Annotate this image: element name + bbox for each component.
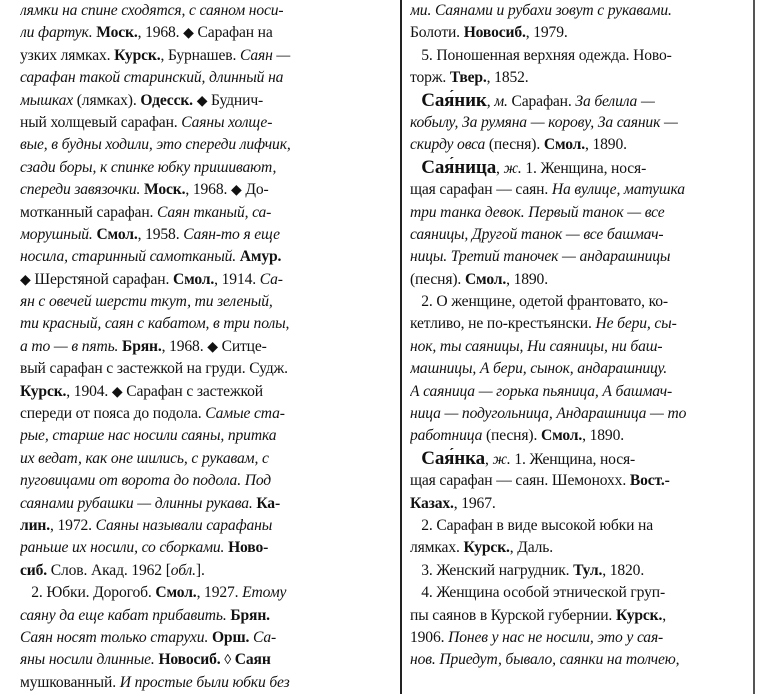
- text-segment: , 1979.: [525, 24, 568, 42]
- text-segment: Са-: [252, 628, 277, 646]
- text-line: [410, 448, 740, 470]
- text-segment: Саян: [234, 651, 271, 669]
- text-line: [20, 336, 396, 358]
- text-line: [410, 291, 740, 313]
- text-line: [20, 0, 396, 22]
- text-line: [410, 403, 740, 425]
- text-segment: , 1967.: [453, 494, 496, 512]
- text-segment: саяницы, Другой танок — все башмач-: [410, 225, 664, 243]
- text-segment: пуговицами от ворота до подола. Под: [20, 472, 271, 490]
- text-segment: Са-: [259, 270, 283, 288]
- text-line: [410, 336, 740, 358]
- text-segment: 2. О женщине, одетой франтовато, ко-: [410, 293, 668, 311]
- text-segment: лямках.: [410, 539, 464, 557]
- diamond-icon: ◊: [224, 653, 232, 669]
- text-segment: вый сарафан с застежкой на груди. Судж.: [20, 360, 288, 378]
- text-segment: 1906.: [410, 628, 449, 646]
- text-segment: обл.: [170, 561, 196, 579]
- text-segment: 2. Сарафан в виде высокой юбки на: [410, 516, 653, 534]
- text-segment: 2. Юбки. Дорогоб.: [20, 584, 156, 602]
- text-segment: Курск.: [114, 46, 161, 64]
- text-line: [20, 403, 396, 425]
- text-segment: сзади боры, к спинке юбку пришивают,: [20, 158, 277, 176]
- diamond-icon: ◆: [230, 183, 242, 199]
- text-line: [410, 224, 740, 246]
- text-line: [20, 45, 396, 67]
- text-segment: Сарафан.: [507, 92, 576, 110]
- text-segment: Моск.: [144, 181, 186, 199]
- text-segment: скирду овса: [410, 136, 486, 154]
- text-segment: Слов. Акад. 1962 [: [47, 561, 171, 579]
- text-line: [20, 358, 396, 380]
- headword: Сая́ница: [421, 156, 497, 178]
- text-segment: [410, 160, 421, 177]
- text-line: [410, 470, 740, 492]
- text-segment: вые, в будны ходили, это спереди лифчик,: [20, 136, 291, 154]
- text-segment: ница — подугольница, Андарашница — то: [410, 405, 687, 423]
- text-segment: , 1904.: [66, 382, 112, 400]
- text-line: [410, 157, 740, 179]
- text-line: [410, 313, 740, 335]
- text-segment: (песня).: [410, 270, 465, 288]
- text-segment: Твер.: [449, 69, 487, 87]
- text-segment: саянами рубашки — длинны рукава.: [20, 494, 257, 512]
- text-segment: , 1968.: [161, 337, 208, 355]
- text-segment: (песня).: [482, 427, 541, 445]
- text-line: [410, 537, 740, 559]
- text-segment: , 1958.: [137, 225, 184, 243]
- text-line: [410, 134, 740, 156]
- text-segment: Смол.: [464, 270, 507, 288]
- text-segment: Саян —: [239, 46, 291, 64]
- text-segment: , 1972.: [50, 516, 96, 534]
- text-segment: И простые были юбки без: [119, 673, 290, 691]
- text-segment: Орш.: [211, 628, 250, 646]
- left-column: [20, 0, 396, 694]
- text-segment: Новосиб.: [158, 651, 221, 669]
- text-segment: Одесск.: [140, 91, 193, 109]
- text-segment: Саян носят только старухи.: [20, 628, 212, 646]
- text-line: [410, 0, 740, 22]
- text-line: [20, 425, 396, 447]
- text-segment: носила, старинный самотканый.: [20, 248, 240, 266]
- text-segment: ,: [486, 92, 495, 110]
- headword: Сая́нка: [421, 447, 485, 469]
- text-segment: , Даль.: [509, 539, 554, 557]
- text-segment: ян с овечей шерсти ткут, ти зеленый,: [20, 293, 273, 311]
- text-segment: Саян тканый, са-: [157, 203, 272, 221]
- text-segment: нок, ты саяницы, Ни саяницы, ни баш-: [410, 337, 663, 355]
- text-segment: На вулице, матушка: [551, 181, 685, 199]
- text-segment: Смол.: [543, 136, 585, 154]
- text-line: [20, 291, 396, 313]
- text-segment: До-: [241, 181, 269, 199]
- diamond-icon: ◆: [207, 339, 218, 355]
- text-line: [410, 649, 740, 671]
- text-line: [20, 470, 396, 492]
- text-segment: , 1968.: [185, 181, 231, 199]
- text-segment: морушный.: [20, 225, 97, 243]
- text-segment: Сарафан с застежкой: [122, 382, 263, 400]
- text-segment: нов. Приедут, бывало, саянки на толчею,: [410, 651, 680, 669]
- text-line: [20, 582, 396, 604]
- text-segment: Ново-: [228, 539, 269, 557]
- text-line: [20, 246, 396, 268]
- text-line: [20, 224, 396, 246]
- text-segment: ж.: [503, 159, 522, 177]
- text-segment: Етому: [242, 584, 287, 602]
- text-segment: Шерстяной сарафан.: [30, 270, 173, 288]
- headword: Сая́ник: [421, 89, 487, 111]
- text-segment: сарафан такой старинский, длинный на: [20, 69, 284, 87]
- column-divider: [400, 0, 402, 694]
- text-line: [20, 493, 396, 515]
- text-segment: ницы. Третий таночек — андарашницы: [410, 248, 671, 266]
- text-segment: Амур.: [239, 248, 282, 266]
- text-segment: Понев у нас не носили, это у сая-: [448, 628, 664, 646]
- text-segment: Не бери, сы-: [595, 315, 677, 333]
- text-segment: ный холщевый сарафан.: [20, 113, 182, 131]
- text-line: [410, 560, 740, 582]
- text-line: [20, 202, 396, 224]
- diamond-icon: ◆: [183, 26, 194, 42]
- text-line: [20, 134, 396, 156]
- text-segment: ,: [662, 606, 666, 624]
- text-line: [410, 425, 740, 447]
- text-segment: ,: [496, 159, 504, 177]
- text-segment: мотканный сарафан.: [20, 203, 158, 221]
- text-line: [410, 358, 740, 380]
- text-segment: , 1914.: [214, 270, 260, 288]
- text-line: [20, 313, 396, 335]
- text-segment: Ситце-: [217, 337, 267, 355]
- text-segment: рые, старше нас носили саяны, притка: [20, 427, 277, 445]
- text-line: [20, 627, 396, 649]
- text-line: [410, 381, 740, 403]
- text-line: [410, 627, 740, 649]
- text-line: [410, 515, 740, 537]
- text-line: [410, 67, 740, 89]
- text-segment: , 1890.: [506, 270, 548, 288]
- text-segment: кобылу, За румяна — корову, За саяник —: [410, 113, 678, 131]
- diamond-icon: ◆: [20, 272, 31, 288]
- text-segment: ж.: [492, 450, 511, 468]
- text-segment: спереди завязочки.: [20, 181, 144, 199]
- text-line: [20, 649, 396, 671]
- text-segment: Тул.: [573, 561, 603, 579]
- text-line: [20, 179, 396, 201]
- text-segment: [410, 451, 421, 468]
- text-segment: кетливо, не по-крестьянски.: [410, 315, 596, 333]
- text-line: [20, 67, 396, 89]
- text-segment: работница: [410, 427, 483, 445]
- diamond-icon: ◆: [111, 384, 123, 400]
- text-segment: Сарафан на: [193, 24, 273, 42]
- text-segment: 1. Женщина, нося-: [521, 159, 647, 177]
- text-line: [20, 605, 396, 627]
- text-line: [410, 202, 740, 224]
- right-column: [410, 0, 740, 672]
- text-segment: Ка-: [256, 494, 281, 512]
- text-line: [20, 269, 396, 291]
- text-segment: Новосиб.: [463, 24, 526, 42]
- text-line: [410, 22, 740, 44]
- text-segment: мушкованный.: [20, 673, 120, 691]
- text-segment: 4. Женщина особой этнической груп-: [410, 584, 665, 602]
- text-segment: спереди от пояса до подола.: [20, 405, 206, 423]
- text-segment: Саяны называли сарафаны: [95, 516, 273, 534]
- text-line: [20, 537, 396, 559]
- text-line: [410, 605, 740, 627]
- text-segment: Курск.: [463, 539, 510, 557]
- text-segment: , 1927.: [196, 584, 243, 602]
- text-segment: Брян.: [230, 606, 270, 624]
- text-segment: мышках: [20, 91, 74, 109]
- text-segment: ми. Саянами и рубахи зовут с рукавами.: [410, 2, 672, 19]
- text-segment: , 1890.: [582, 427, 624, 445]
- text-line: [20, 157, 396, 179]
- text-segment: узких лямках.: [20, 46, 115, 64]
- text-line: [20, 560, 396, 582]
- text-segment: Смол.: [540, 427, 583, 445]
- text-segment: Смол.: [172, 270, 215, 288]
- text-segment: Смол.: [96, 225, 138, 243]
- text-segment: щая сарафан — саян. Шемонохх.: [410, 472, 630, 490]
- text-segment: Самые ста-: [205, 405, 285, 423]
- text-segment: , Бурнашев.: [160, 46, 240, 64]
- text-segment: [410, 93, 421, 110]
- text-segment: 1. Женщина, нося-: [510, 450, 636, 468]
- text-segment: лин.: [20, 516, 51, 534]
- text-line: [410, 112, 740, 134]
- text-segment: сиб.: [20, 561, 48, 579]
- page-edge-line: [753, 0, 755, 694]
- text-segment: 5. Поношенная верхняя одежда. Ново-: [410, 46, 672, 64]
- text-line: [410, 582, 740, 604]
- text-segment: ти красный, саян с кабатом, в три полы,: [20, 315, 290, 333]
- text-segment: саяну да еще кабат прибавить.: [20, 606, 231, 624]
- text-segment: (песня).: [485, 136, 544, 154]
- diamond-icon: ◆: [196, 93, 208, 109]
- text-segment: Смол.: [155, 584, 197, 602]
- text-segment: Казах.: [410, 494, 454, 512]
- text-segment: торж.: [410, 69, 450, 87]
- text-line: [20, 381, 396, 403]
- text-segment: , 1968.: [137, 24, 184, 42]
- text-line: [410, 45, 740, 67]
- text-segment: , 1890.: [585, 136, 627, 154]
- text-segment: раньше их носили, со сборками.: [20, 539, 229, 557]
- text-segment: Моск.: [96, 24, 138, 42]
- text-segment: ,: [484, 450, 493, 468]
- text-segment: лямки на спине сходятся, с саяном носи-: [20, 2, 284, 19]
- text-segment: Саяны холще-: [181, 113, 273, 131]
- text-line: [20, 112, 396, 134]
- text-line: [20, 515, 396, 537]
- text-segment: их ведат, как оне шились, с рукавам, с: [20, 449, 269, 467]
- text-line: [410, 179, 740, 201]
- text-segment: , 1852.: [486, 69, 529, 87]
- text-segment: щая сарафан — саян.: [410, 181, 552, 199]
- text-segment: а то — в пять.: [20, 337, 123, 355]
- text-segment: 3. Женский нагрудник.: [410, 561, 574, 579]
- text-line: [20, 672, 396, 694]
- text-segment: три танка девок. Первый танок — все: [410, 203, 665, 221]
- text-segment: м.: [494, 92, 508, 110]
- text-line: [410, 493, 740, 515]
- text-segment: Болоти.: [410, 24, 464, 42]
- text-line: [20, 448, 396, 470]
- text-line: [410, 269, 740, 291]
- text-segment: Курск.: [615, 606, 663, 624]
- text-segment: Саян-то я еще: [183, 225, 280, 243]
- text-segment: (лямках).: [73, 91, 141, 109]
- text-segment: , 1820.: [602, 561, 645, 579]
- text-line: [20, 90, 396, 112]
- text-segment: яны носили длинные.: [20, 651, 159, 669]
- text-segment: А саяница — горька пьяница, А башмач-: [410, 382, 673, 400]
- text-segment: ли фартук.: [20, 24, 97, 42]
- text-segment: машницы, А бери, сынок, андарашницу.: [410, 360, 668, 378]
- text-segment: Буднич-: [207, 91, 264, 109]
- text-segment: За белила —: [575, 92, 655, 110]
- text-segment: ].: [195, 561, 205, 579]
- text-line: [410, 246, 740, 268]
- text-line: [20, 22, 396, 44]
- text-segment: Брян.: [122, 337, 162, 355]
- text-line: [410, 90, 740, 112]
- text-segment: Курск.: [20, 382, 67, 400]
- text-segment: Вост.-: [629, 472, 670, 490]
- text-segment: пы саянов в Курской губернии.: [410, 606, 616, 624]
